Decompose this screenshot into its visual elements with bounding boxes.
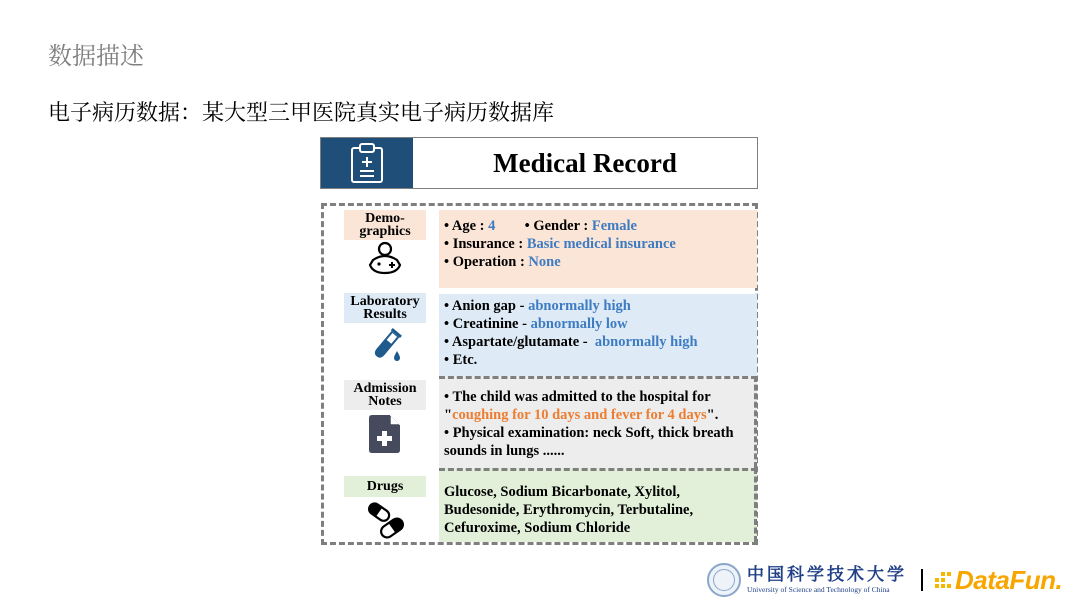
operation-key: • Operation :: [444, 254, 529, 270]
lab-item: [444, 333, 752, 351]
admission-text: ".: [706, 407, 719, 423]
lab-item: [444, 315, 752, 333]
admission-text: • The child was admitted to the hospital for ": [444, 389, 711, 423]
lab-key: • Etc.: [444, 352, 478, 368]
label-line: Admission: [353, 381, 417, 396]
insurance-line: [444, 235, 752, 253]
ustc-logo-text: [747, 565, 907, 595]
file-plus-icon: [365, 414, 405, 454]
operation-value: None: [528, 254, 561, 270]
patient-icon: [365, 238, 405, 278]
lab-value: abnormally high: [528, 298, 631, 314]
slide-subtitle: 电子病历数据：某大型三甲医院真实电子病历数据库: [48, 101, 555, 126]
medical-record-title: Medical Record: [493, 147, 677, 178]
datafun-dots-icon: [935, 572, 951, 588]
operation-line: [444, 253, 752, 271]
ustc-name-cn: 中国科学技术大学: [747, 565, 907, 585]
ustc-name-en: University of Science and Technology of China: [747, 585, 890, 594]
test-tube-icon: [365, 326, 405, 366]
footer-logos: [707, 560, 1067, 600]
drugs-content: [439, 468, 757, 542]
label-line: Drugs: [366, 479, 404, 494]
lab-key: • Aspartate/glutamate -: [444, 334, 595, 350]
label-line: Demo-: [365, 211, 405, 226]
pills-icon: [365, 500, 405, 540]
header-icon-box: [321, 138, 413, 188]
medical-record-figure: [320, 137, 760, 547]
section-title: 数据描述: [48, 42, 144, 70]
lab-item: [444, 297, 752, 315]
label-line: graphics: [359, 224, 411, 239]
laboratory-content: [439, 294, 757, 376]
gender-value: Female: [591, 218, 637, 234]
admission-label: [344, 380, 426, 410]
lab-key: • Anion gap -: [444, 298, 529, 314]
admission-content: [439, 376, 757, 468]
age-key: • Age :: [444, 218, 489, 234]
physical-exam-text: • Physical examination: neck Soft, thick breath sounds in lungs ......: [444, 425, 734, 459]
age-gender-line: [444, 217, 752, 235]
lab-value: abnormally low: [530, 316, 628, 332]
drugs-label: [344, 476, 426, 497]
lab-value: abnormally high: [594, 334, 698, 350]
insurance-value: Basic medical insurance: [526, 236, 676, 252]
lab-item: [444, 351, 752, 369]
record-sections-container: [321, 203, 758, 545]
demographics-content: [439, 210, 757, 288]
label-line: Laboratory: [350, 294, 420, 309]
gender-key: • Gender :: [524, 218, 592, 234]
demographics-label: [344, 210, 426, 240]
label-line: Notes: [368, 394, 402, 409]
clipboard-medical-icon: [349, 142, 385, 184]
admission-highlight: coughing for 10 days and fever for 4 days: [452, 407, 707, 423]
label-line: Results: [363, 307, 407, 322]
medical-record-header: [320, 137, 758, 189]
age-value: 4: [488, 218, 496, 234]
lab-key: • Creatinine -: [444, 316, 531, 332]
drugs-text: Glucose, Sodium Bicarbonate, Xylitol, Budesonide, Erythromycin, Terbutaline, Cefuroxime, Sodium Chloride: [444, 484, 694, 536]
datafun-logo: DataFun.: [955, 564, 1063, 595]
logo-divider: [921, 569, 923, 591]
laboratory-label: [344, 293, 426, 323]
ustc-seal-icon: [707, 563, 741, 597]
insurance-key: • Insurance :: [444, 236, 527, 252]
